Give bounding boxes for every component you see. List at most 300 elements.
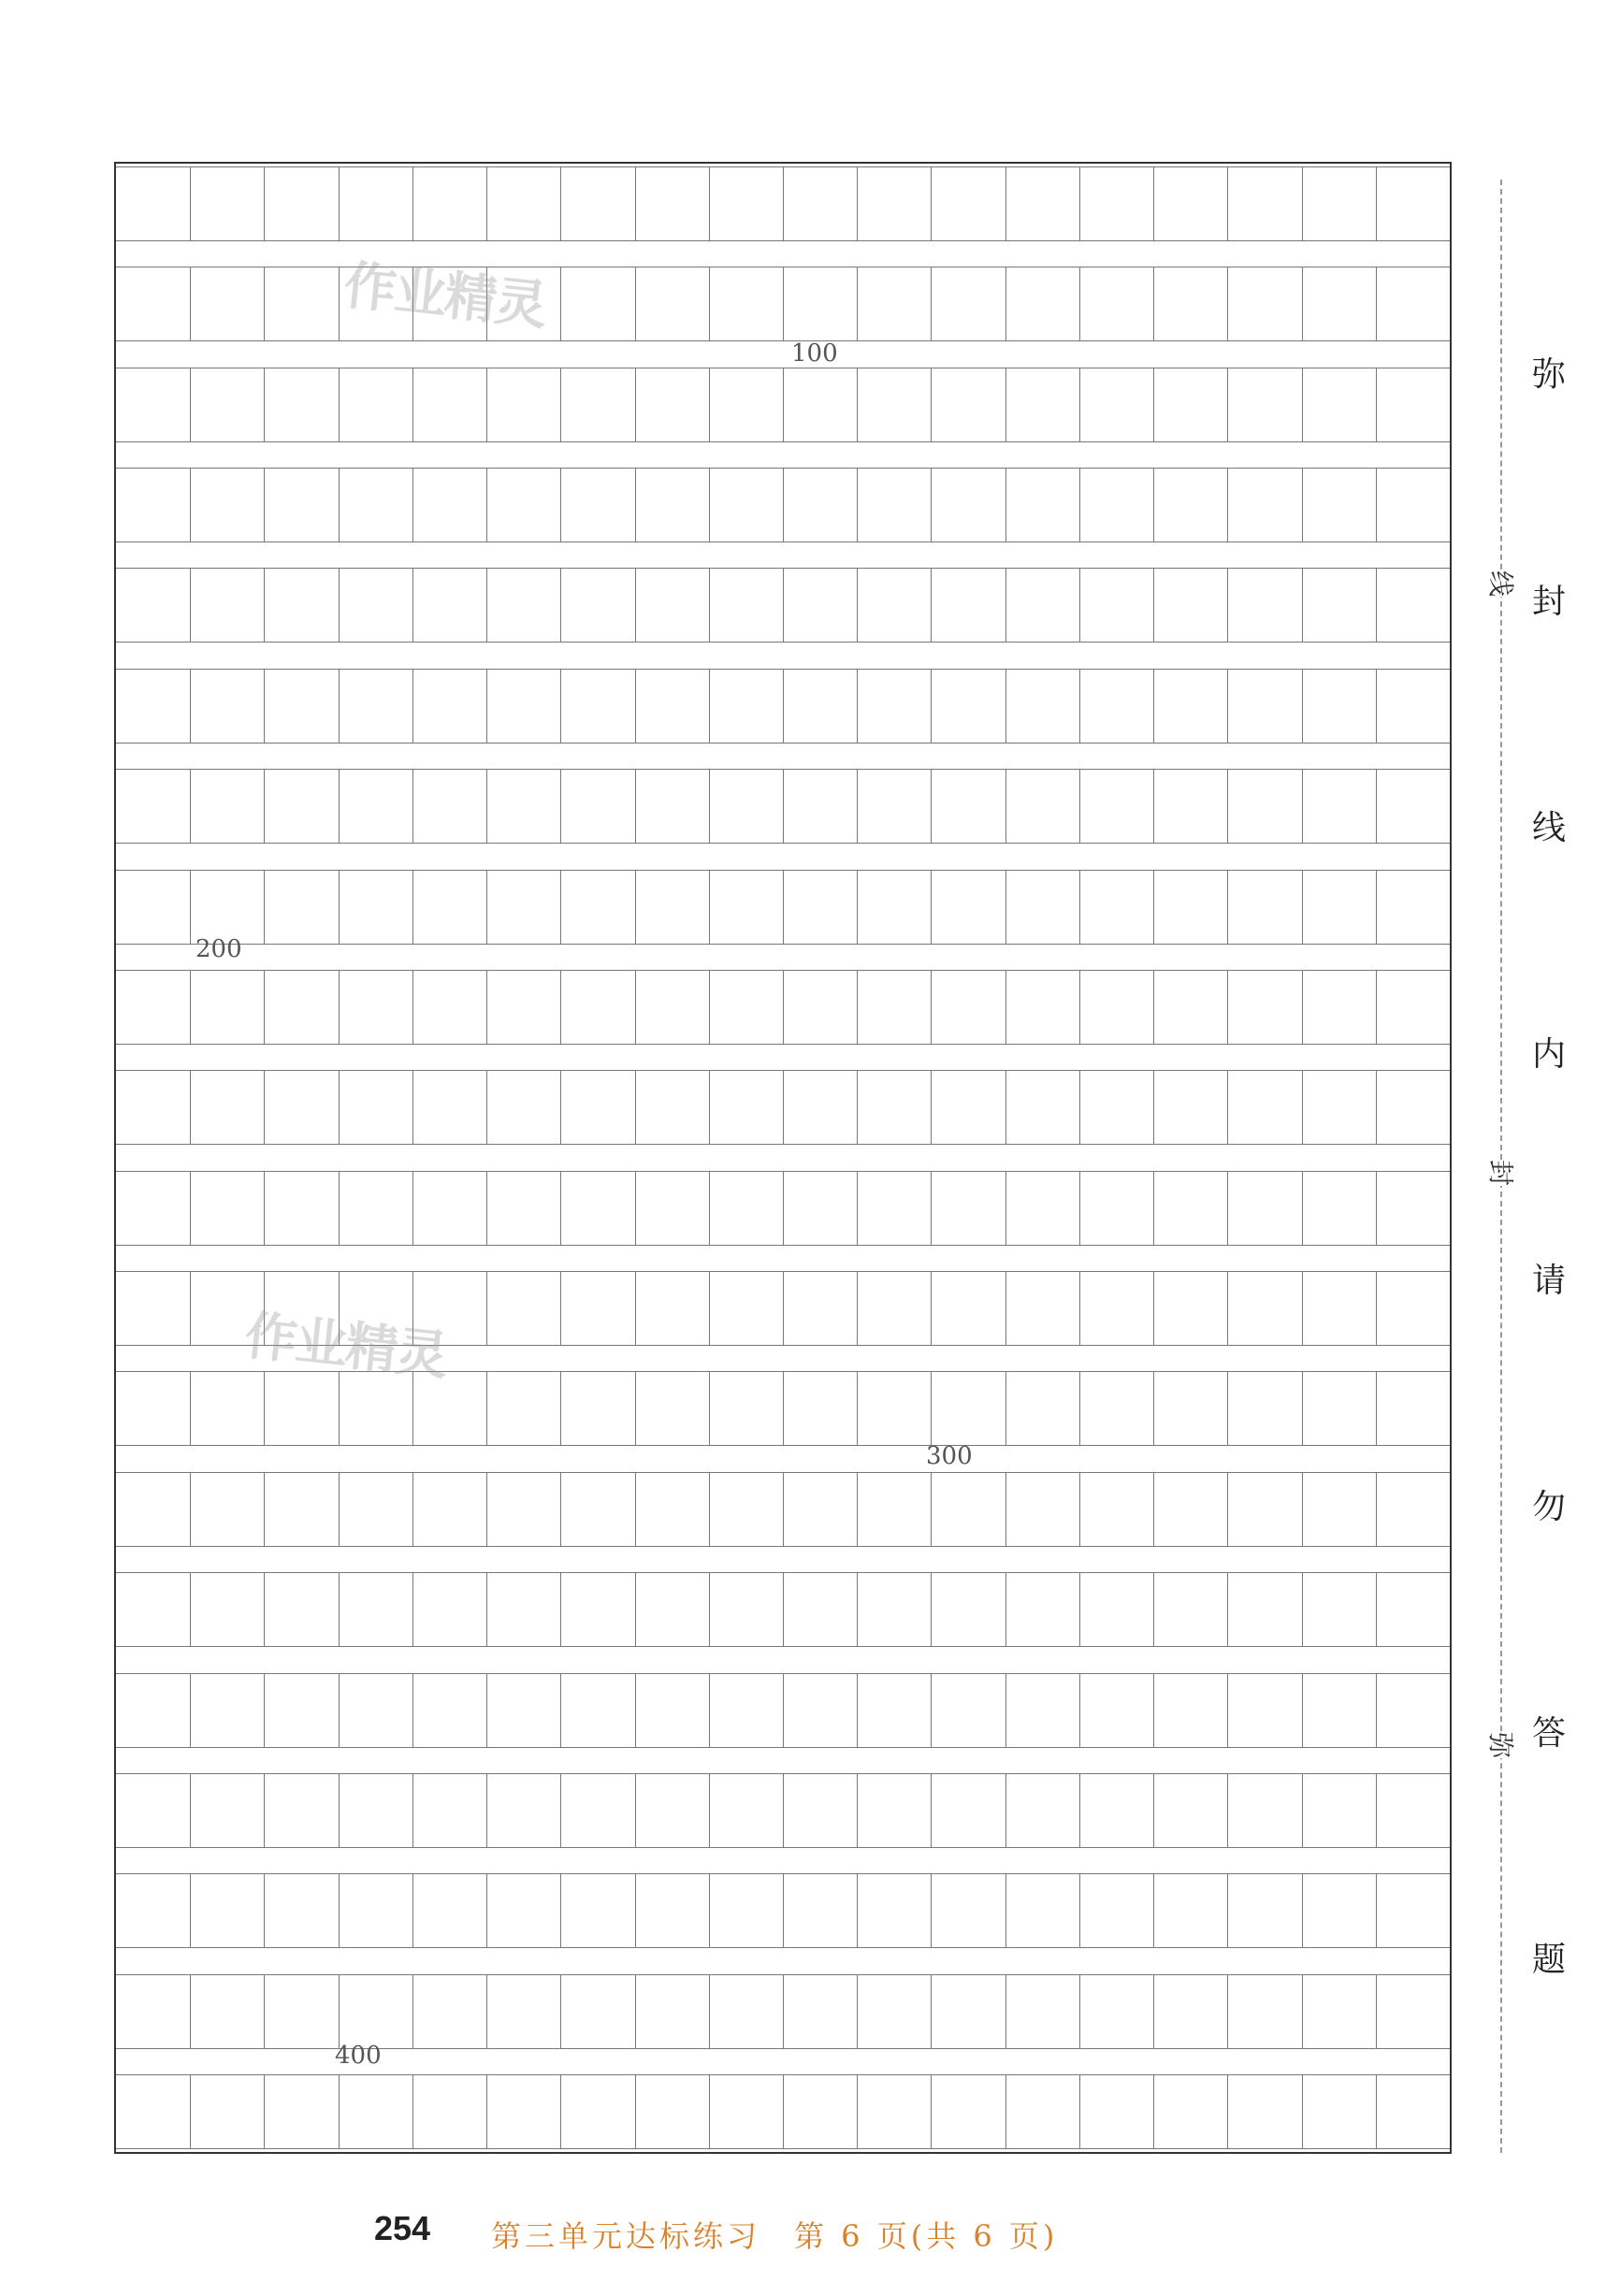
- grid-cell-divider: [1079, 1774, 1080, 1847]
- grid-row: [116, 468, 1450, 542]
- grid-cell-divider: [1376, 971, 1377, 1044]
- grid-cell-divider: [635, 1874, 636, 1947]
- grid-cell-divider: [1153, 1874, 1154, 1947]
- grid-cell-divider: [1153, 971, 1154, 1044]
- grid-cell-divider: [560, 971, 561, 1044]
- char-count-200: 200: [195, 935, 242, 963]
- grid-cell-divider: [412, 770, 413, 843]
- grid-cell-divider: [1079, 1473, 1080, 1546]
- grid-cell-divider: [1079, 1372, 1080, 1445]
- seal-mark-line: 线: [1485, 570, 1517, 598]
- grid-cell-divider: [1005, 1674, 1006, 1747]
- grid-cell-divider: [635, 1774, 636, 1847]
- grid-cell-divider: [857, 1573, 858, 1646]
- grid-cell-divider: [931, 1172, 932, 1245]
- grid-cell-divider: [857, 1473, 858, 1546]
- grid-cell-divider: [783, 770, 784, 843]
- grid-cell-divider: [339, 1372, 340, 1445]
- grid-cell-divider: [1376, 1674, 1377, 1747]
- grid-cell-divider: [560, 670, 561, 743]
- grid-row: [116, 568, 1450, 643]
- grid-cell-divider: [486, 770, 487, 843]
- grid-cell-divider: [190, 871, 191, 944]
- grid-cell-divider: [1079, 267, 1080, 340]
- grid-cell-divider: [1376, 1774, 1377, 1847]
- grid-cell-divider: [857, 569, 858, 642]
- grid-cell-divider: [1005, 1372, 1006, 1445]
- grid-cell-divider: [783, 368, 784, 441]
- grid-cell-divider: [1227, 1272, 1228, 1345]
- grid-cell-divider: [1079, 1674, 1080, 1747]
- grid-cell-divider: [635, 1573, 636, 1646]
- grid-cell-divider: [190, 569, 191, 642]
- grid-cell-divider: [486, 1874, 487, 1947]
- grid-cell-divider: [339, 1975, 340, 2048]
- footer-title: 第三单元达标练习 第 6 页(共 6 页): [491, 2218, 1059, 2254]
- grid-cell-divider: [783, 1172, 784, 1245]
- grid-cell-divider: [709, 1473, 710, 1546]
- binding-notice-char: 题: [1532, 1941, 1567, 1979]
- grid-cell-divider: [1005, 1573, 1006, 1646]
- grid-cell-divider: [1376, 1272, 1377, 1345]
- grid-cell-divider: [1079, 1573, 1080, 1646]
- grid-cell-divider: [560, 368, 561, 441]
- grid-cell-divider: [1302, 1774, 1303, 1847]
- grid-cell-divider: [412, 2075, 413, 2148]
- grid-cell-divider: [783, 1975, 784, 2048]
- grid-cell-divider: [412, 469, 413, 542]
- grid-cell-divider: [783, 1573, 784, 1646]
- grid-cell-divider: [264, 569, 265, 642]
- grid-cell-divider: [412, 1674, 413, 1747]
- grid-cell-divider: [1153, 267, 1154, 340]
- grid-cell-divider: [635, 569, 636, 642]
- grid-cell-divider: [1153, 1473, 1154, 1546]
- grid-cell-divider: [1376, 1071, 1377, 1144]
- grid-cell-divider: [1079, 1272, 1080, 1345]
- grid-cell-divider: [1302, 871, 1303, 944]
- grid-cell-divider: [1376, 871, 1377, 944]
- grid-cell-divider: [1227, 1473, 1228, 1546]
- grid-cell-divider: [190, 1874, 191, 1947]
- grid-row: [116, 1873, 1450, 1948]
- grid-cell-divider: [1302, 267, 1303, 340]
- grid-cell-divider: [709, 670, 710, 743]
- grid-cell-divider: [1079, 971, 1080, 1044]
- grid-cell-divider: [412, 1071, 413, 1144]
- grid-cell-divider: [1302, 368, 1303, 441]
- grid-cell-divider: [486, 1674, 487, 1747]
- grid-cell-divider: [1302, 1071, 1303, 1144]
- grid-cell-divider: [1005, 167, 1006, 240]
- grid-cell-divider: [709, 167, 710, 240]
- grid-cell-divider: [264, 368, 265, 441]
- grid-cell-divider: [857, 469, 858, 542]
- grid-row: [116, 1773, 1450, 1848]
- grid-cell-divider: [635, 1473, 636, 1546]
- grid-row: [116, 1974, 1450, 2049]
- grid-cell-divider: [1302, 569, 1303, 642]
- grid-cell-divider: [1227, 368, 1228, 441]
- grid-cell-divider: [1153, 1272, 1154, 1345]
- grid-cell-divider: [1227, 1071, 1228, 1144]
- grid-cell-divider: [783, 1674, 784, 1747]
- grid-cell-divider: [931, 770, 932, 843]
- grid-cell-divider: [560, 770, 561, 843]
- grid-cell-divider: [1079, 1172, 1080, 1245]
- composition-grid: [114, 162, 1452, 2154]
- grid-cell-divider: [486, 670, 487, 743]
- watermark: 作业精灵: [340, 254, 549, 338]
- grid-cell-divider: [783, 1372, 784, 1445]
- grid-cell-divider: [931, 569, 932, 642]
- grid-cell-divider: [1153, 2075, 1154, 2148]
- grid-cell-divider: [1227, 2075, 1228, 2148]
- grid-cell-divider: [1227, 1372, 1228, 1445]
- grid-cell-divider: [486, 1975, 487, 2048]
- grid-cell-divider: [1005, 1975, 1006, 2048]
- grid-cell-divider: [1079, 871, 1080, 944]
- grid-row: [116, 1070, 1450, 1145]
- grid-cell-divider: [709, 1272, 710, 1345]
- grid-cell-divider: [857, 871, 858, 944]
- grid-cell-divider: [339, 267, 340, 340]
- grid-cell-divider: [1227, 670, 1228, 743]
- grid-cell-divider: [1005, 469, 1006, 542]
- grid-cell-divider: [486, 469, 487, 542]
- grid-cell-divider: [560, 2075, 561, 2148]
- grid-cell-divider: [264, 971, 265, 1044]
- grid-cell-divider: [1302, 1975, 1303, 2048]
- grid-cell-divider: [1079, 368, 1080, 441]
- grid-cell-divider: [1376, 267, 1377, 340]
- grid-cell-divider: [709, 1774, 710, 1847]
- grid-cell-divider: [1376, 1473, 1377, 1546]
- grid-cell-divider: [486, 368, 487, 441]
- grid-cell-divider: [190, 1272, 191, 1345]
- grid-cell-divider: [1302, 1272, 1303, 1345]
- grid-cell-divider: [560, 1172, 561, 1245]
- grid-cell-divider: [635, 1975, 636, 2048]
- grid-cell-divider: [1302, 770, 1303, 843]
- grid-row: [116, 1673, 1450, 1748]
- grid-cell-divider: [1153, 871, 1154, 944]
- grid-cell-divider: [190, 469, 191, 542]
- grid-cell-divider: [339, 469, 340, 542]
- grid-cell-divider: [560, 1071, 561, 1144]
- binding-notice-char: 勿: [1532, 1488, 1567, 1526]
- grid-cell-divider: [190, 2075, 191, 2148]
- grid-cell-divider: [1005, 2075, 1006, 2148]
- grid-cell-divider: [1005, 770, 1006, 843]
- grid-cell-divider: [339, 770, 340, 843]
- grid-cell-divider: [857, 1071, 858, 1144]
- grid-cell-divider: [783, 1874, 784, 1947]
- grid-cell-divider: [635, 1172, 636, 1245]
- grid-cell-divider: [783, 670, 784, 743]
- grid-cell-divider: [1376, 368, 1377, 441]
- grid-cell-divider: [1153, 1674, 1154, 1747]
- grid-cell-divider: [857, 267, 858, 340]
- grid-cell-divider: [783, 2075, 784, 2148]
- grid-cell-divider: [1302, 2075, 1303, 2148]
- watermark: 作业精灵: [241, 1305, 450, 1388]
- grid-cell-divider: [1005, 971, 1006, 1044]
- grid-cell-divider: [931, 1473, 932, 1546]
- grid-cell-divider: [1005, 569, 1006, 642]
- char-count-100: 100: [791, 339, 838, 368]
- grid-row: [116, 2074, 1450, 2149]
- grid-cell-divider: [931, 1874, 932, 1947]
- grid-cell-divider: [190, 267, 191, 340]
- grid-cell-divider: [264, 1473, 265, 1546]
- grid-cell-divider: [486, 1272, 487, 1345]
- grid-cell-divider: [339, 871, 340, 944]
- grid-cell-divider: [264, 1372, 265, 1445]
- grid-row: [116, 368, 1450, 442]
- grid-cell-divider: [1079, 167, 1080, 240]
- grid-cell-divider: [560, 1774, 561, 1847]
- grid-cell-divider: [486, 2075, 487, 2148]
- grid-cell-divider: [709, 1372, 710, 1445]
- grid-cell-divider: [1005, 267, 1006, 340]
- grid-row: [116, 669, 1450, 744]
- grid-cell-divider: [931, 1774, 932, 1847]
- seal-mark-mi: 弥: [1485, 1731, 1517, 1759]
- grid-cell-divider: [190, 1573, 191, 1646]
- grid-cell-divider: [635, 971, 636, 1044]
- grid-cell-divider: [709, 1874, 710, 1947]
- grid-cell-divider: [857, 971, 858, 1044]
- grid-cell-divider: [190, 971, 191, 1044]
- grid-cell-divider: [1376, 2075, 1377, 2148]
- grid-cell-divider: [560, 569, 561, 642]
- grid-cell-divider: [1227, 1874, 1228, 1947]
- grid-cell-divider: [339, 1774, 340, 1847]
- grid-cell-divider: [1153, 1372, 1154, 1445]
- grid-cell-divider: [1376, 569, 1377, 642]
- grid-row: [116, 769, 1450, 844]
- binding-notice-char: 弥: [1532, 355, 1567, 394]
- grid-cell-divider: [190, 1774, 191, 1847]
- grid-cell-divider: [1079, 1071, 1080, 1144]
- page-number: 254: [374, 2209, 431, 2247]
- grid-cell-divider: [857, 2075, 858, 2148]
- grid-cell-divider: [1376, 770, 1377, 843]
- grid-cell-divider: [412, 670, 413, 743]
- grid-cell-divider: [560, 267, 561, 340]
- grid-cell-divider: [339, 1172, 340, 1245]
- grid-cell-divider: [560, 1573, 561, 1646]
- grid-cell-divider: [931, 1674, 932, 1747]
- grid-cell-divider: [486, 971, 487, 1044]
- grid-cell-divider: [264, 1071, 265, 1144]
- grid-cell-divider: [709, 2075, 710, 2148]
- grid-row: [116, 1171, 1450, 1246]
- grid-cell-divider: [931, 368, 932, 441]
- grid-cell-divider: [857, 1975, 858, 2048]
- grid-cell-divider: [931, 1071, 932, 1144]
- grid-cell-divider: [1376, 167, 1377, 240]
- grid-row: [116, 970, 1450, 1045]
- grid-cell-divider: [486, 1774, 487, 1847]
- grid-cell-divider: [635, 1071, 636, 1144]
- grid-cell-divider: [412, 871, 413, 944]
- grid-cell-divider: [783, 1774, 784, 1847]
- grid-cell-divider: [486, 1071, 487, 1144]
- grid-cell-divider: [1376, 1975, 1377, 2048]
- grid-cell-divider: [709, 368, 710, 441]
- grid-cell-divider: [1376, 1874, 1377, 1947]
- grid-cell-divider: [857, 1674, 858, 1747]
- grid-cell-divider: [1005, 670, 1006, 743]
- grid-cell-divider: [339, 1473, 340, 1546]
- grid-cell-divider: [190, 1975, 191, 2048]
- grid-cell-divider: [560, 469, 561, 542]
- grid-cell-divider: [931, 267, 932, 340]
- grid-cell-divider: [1227, 1975, 1228, 2048]
- grid-cell-divider: [1302, 1674, 1303, 1747]
- grid-cell-divider: [857, 1372, 858, 1445]
- grid-cell-divider: [339, 368, 340, 441]
- grid-cell-divider: [931, 1573, 932, 1646]
- grid-cell-divider: [1302, 1473, 1303, 1546]
- grid-cell-divider: [709, 569, 710, 642]
- grid-row: [116, 1472, 1450, 1547]
- grid-cell-divider: [931, 1975, 932, 2048]
- grid-cell-divider: [264, 871, 265, 944]
- grid-cell-divider: [560, 167, 561, 240]
- grid-cell-divider: [1153, 1774, 1154, 1847]
- grid-cell-divider: [1302, 167, 1303, 240]
- grid-cell-divider: [1302, 971, 1303, 1044]
- grid-cell-divider: [783, 971, 784, 1044]
- grid-cell-divider: [931, 1372, 932, 1445]
- grid-cell-divider: [1005, 1172, 1006, 1245]
- grid-cell-divider: [1153, 469, 1154, 542]
- grid-cell-divider: [190, 1071, 191, 1144]
- grid-cell-divider: [1376, 670, 1377, 743]
- grid-cell-divider: [264, 469, 265, 542]
- grid-cell-divider: [1079, 670, 1080, 743]
- grid-cell-divider: [635, 368, 636, 441]
- grid-cell-divider: [1153, 1172, 1154, 1245]
- grid-cell-divider: [560, 1975, 561, 2048]
- grid-cell-divider: [931, 167, 932, 240]
- grid-cell-divider: [264, 1573, 265, 1646]
- grid-cell-divider: [1005, 1774, 1006, 1847]
- grid-cell-divider: [635, 670, 636, 743]
- grid-cell-divider: [264, 1874, 265, 1947]
- grid-cell-divider: [783, 1473, 784, 1546]
- grid-cell-divider: [486, 1473, 487, 1546]
- grid-cell-divider: [264, 2075, 265, 2148]
- grid-cell-divider: [560, 871, 561, 944]
- grid-cell-divider: [1079, 2075, 1080, 2148]
- grid-cell-divider: [635, 1272, 636, 1345]
- grid-cell-divider: [412, 1172, 413, 1245]
- binding-notice-char: 内: [1532, 1035, 1567, 1074]
- grid-cell-divider: [560, 1372, 561, 1445]
- grid-cell-divider: [339, 2075, 340, 2148]
- grid-cell-divider: [783, 167, 784, 240]
- grid-cell-divider: [264, 1975, 265, 2048]
- grid-cell-divider: [1227, 1172, 1228, 1245]
- char-count-400: 400: [335, 2042, 382, 2070]
- grid-cell-divider: [783, 1272, 784, 1345]
- grid-cell-divider: [1302, 1172, 1303, 1245]
- grid-cell-divider: [264, 1172, 265, 1245]
- grid-cell-divider: [1153, 1975, 1154, 2048]
- grid-cell-divider: [1005, 1272, 1006, 1345]
- binding-notice-char: 请: [1532, 1262, 1567, 1300]
- grid-cell-divider: [339, 1674, 340, 1747]
- grid-cell-divider: [190, 770, 191, 843]
- grid-cell-divider: [783, 871, 784, 944]
- grid-cell-divider: [931, 469, 932, 542]
- grid-cell-divider: [190, 670, 191, 743]
- grid-cell-divider: [857, 368, 858, 441]
- grid-cell-divider: [1227, 1674, 1228, 1747]
- grid-cell-divider: [635, 469, 636, 542]
- grid-row: [116, 870, 1450, 945]
- grid-cell-divider: [412, 971, 413, 1044]
- grid-cell-divider: [560, 1272, 561, 1345]
- grid-cell-divider: [264, 1774, 265, 1847]
- grid-cell-divider: [1005, 871, 1006, 944]
- grid-cell-divider: [412, 1975, 413, 2048]
- grid-row: [116, 166, 1450, 241]
- grid-cell-divider: [486, 871, 487, 944]
- grid-cell-divider: [190, 1172, 191, 1245]
- grid-cell-divider: [412, 1774, 413, 1847]
- grid-cell-divider: [486, 1372, 487, 1445]
- grid-cell-divider: [1227, 469, 1228, 542]
- grid-cell-divider: [1376, 1573, 1377, 1646]
- grid-cell-divider: [1302, 670, 1303, 743]
- grid-cell-divider: [190, 167, 191, 240]
- grid-cell-divider: [560, 1473, 561, 1546]
- grid-cell-divider: [412, 167, 413, 240]
- grid-cell-divider: [1005, 1473, 1006, 1546]
- grid-cell-divider: [1227, 167, 1228, 240]
- grid-row: [116, 1371, 1450, 1446]
- grid-cell-divider: [339, 569, 340, 642]
- grid-cell-divider: [709, 1975, 710, 2048]
- grid-cell-divider: [857, 1774, 858, 1847]
- grid-cell-divider: [783, 469, 784, 542]
- grid-cell-divider: [339, 167, 340, 240]
- grid-cell-divider: [1227, 569, 1228, 642]
- grid-cell-divider: [857, 670, 858, 743]
- grid-cell-divider: [339, 1874, 340, 1947]
- grid-cell-divider: [1302, 1372, 1303, 1445]
- grid-cell-divider: [1005, 1874, 1006, 1947]
- grid-cell-divider: [1302, 1573, 1303, 1646]
- grid-cell-divider: [709, 971, 710, 1044]
- grid-cell-divider: [857, 1172, 858, 1245]
- grid-cell-divider: [1079, 569, 1080, 642]
- grid-cell-divider: [931, 670, 932, 743]
- grid-cell-divider: [1005, 368, 1006, 441]
- grid-cell-divider: [190, 368, 191, 441]
- binding-notice-char: 答: [1532, 1714, 1567, 1753]
- grid-cell-divider: [857, 1874, 858, 1947]
- grid-cell-divider: [264, 267, 265, 340]
- grid-cell-divider: [339, 670, 340, 743]
- grid-cell-divider: [339, 1071, 340, 1144]
- grid-cell-divider: [190, 1674, 191, 1747]
